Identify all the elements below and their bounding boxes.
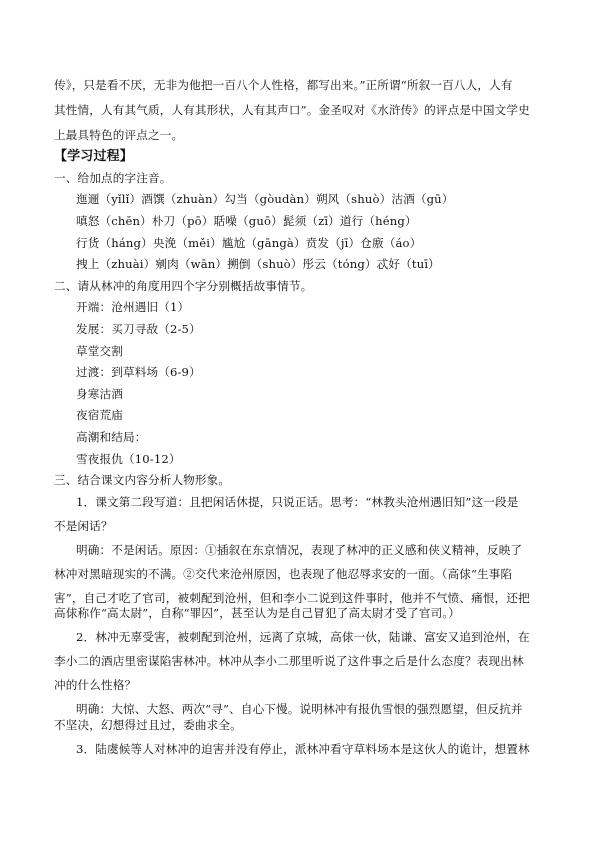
q3-title: 三、结合课文内容分析人物形象。	[54, 473, 231, 487]
q2-row-7: 高潮和结局：	[76, 430, 147, 444]
q1-row-4: 拽上（zhuài）剜肉（wān）搠倒（shuò）彤云（tóng）忒好（tuī）	[76, 257, 440, 271]
q3-a2-line-1: 明确：大惊、大怒、两次“寻”、自心下慢。说明林冲有报仇雪恨的强烈愿望，但反抗并	[76, 702, 523, 716]
q2-title: 二、请从林冲的角度用四个字分别概括故事情节。	[54, 279, 313, 293]
q1-row-3: 行货（háng）央浼（měi）尴尬（gāngà）贲发（jī）仓廒（áo）	[76, 236, 422, 250]
q3-p3-line-1: 3．陆虞候等人对林冲的迫害并没有停止，派林冲看守草料场本是这伙人的诡计，想置林	[76, 742, 530, 756]
q3-a1-line-3: 害”，自己才吃了官司，被刺配到沧州，但和李小二说到这件事时，他并不气愤、痛恨，还把	[54, 591, 530, 605]
q2-row-1: 开端：沧州遇旧（1）	[76, 300, 190, 314]
q2-row-8: 雪夜报仇（10-12）	[76, 452, 181, 466]
intro-line-3: 上最具特色的评点之一。	[54, 128, 184, 142]
q3-a1-line-2: 林冲对黑暗现实的不满。②交代来沧州原因，也表现了他忍辱求安的一面。（高俅“生事陷	[54, 567, 513, 581]
q3-a1-line-4: 高俅称作“高太尉”，自称“罪囚”，甚至认为是自己冒犯了高太尉才受了官司。）	[54, 606, 461, 620]
intro-line-2: 其性情，人有其气质，人有其形状，人有其声口”。金圣叹对《水浒传》的评点是中国文学史	[54, 103, 530, 117]
q3-p2-line-1: 2．林冲无辜受害，被刺配到沧州，远离了京城，高俅一伙，陆谦、富安又追到沧州，在	[76, 630, 530, 644]
q1-row-1: 迤逦（yǐlǐ）酒馔（zhuàn）勾当（gòudàn）朔风（shuò）沽酒（gū）	[76, 192, 454, 206]
section-heading: 【学习过程】	[54, 149, 133, 164]
q2-row-3: 草堂交割	[76, 344, 123, 358]
q2-row-5: 身寒沽酒	[76, 387, 123, 401]
q3-a1-line-1: 明确：不是闲话。原因：①插叙在东京情况，表现了林冲的正义感和侠义精神，反映了	[76, 543, 523, 557]
q1-row-2: 嗔怒（chēn）朴刀（pō）聒噪（guō）髭须（zī）道行（héng）	[76, 214, 417, 228]
intro-line-1: 传》，只是看不厌，无非为他把一百八个人性格，都写出来。”正所谓“所叙一百八人，人有	[54, 78, 513, 92]
q2-row-2: 发展：买刀寻敌（2-5）	[76, 322, 201, 336]
q3-p1-line-2: 不是闲话？	[54, 519, 113, 533]
q3-p2-line-2: 李小二的酒店里密谋陷害林冲。林冲从李小二那里听说了这件事之后是什么态度？表现出林	[54, 654, 524, 668]
q2-row-6: 夜宿荒庙	[76, 408, 123, 422]
q3-p1-line-1: 1．课文第二段写道：且把闲话休提，只说正话。思考：“林教头沧州遇旧知”这一段是	[76, 495, 519, 509]
q1-title: 一、给加点的字注音。	[54, 171, 172, 185]
q2-row-4: 过渡：到草料场（6-9）	[76, 365, 201, 379]
q3-a2-line-2: 不坚决，幻想得过且过，委曲求全。	[54, 718, 242, 732]
q3-p2-line-3: 冲的什么性格？	[54, 678, 137, 692]
